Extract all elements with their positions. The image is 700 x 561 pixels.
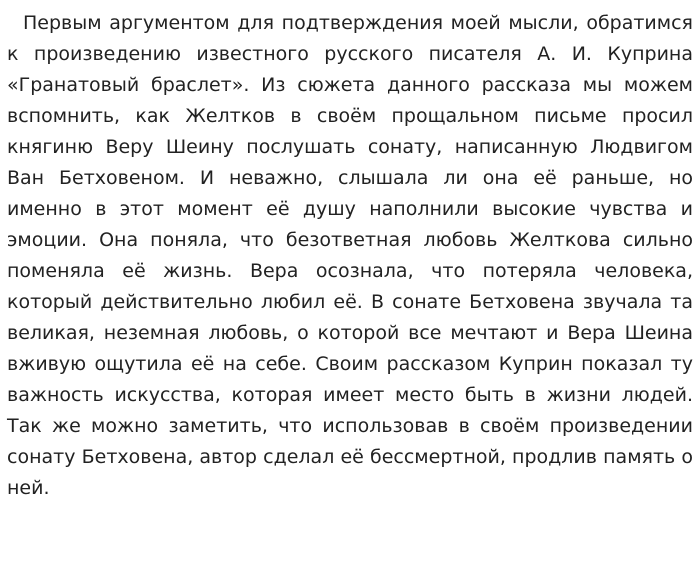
essay-paragraph: Первым аргументом для подтверждения моей мысли, обратимся к произведению известного русского писателя А. И. Куприна «Гранатовый браслет». Из сюжета данного рассказа мы можем вспомнить, как Желтков в своём прощальном письме просил княгиню Веру Шеину послушать сонату, написанную Людвигом Ван Бетховеном. И неважно, слышала ли она её раньше, но именно в этот момент её душу наполнили высокие чувства и эмоции. Она поняла, что безответная любовь Желткова сильно поменяла её жизнь. Вера осознала, что потеряла человека, который действительно любил её. В сонате Бетховена звучала та великая, неземная любовь, о которой все мечтают и Вера Шеина вживую ощутила её на себе. Своим рассказом Куприн показал ту важность искусства, которая имеет место быть в жизни людей. Так же можно заметить, что использовав в своём произведении сонату Бетховена, автор сделал её бессмертной, продлив память о ней. [7, 12, 693, 499]
document-page [7, 8, 693, 504]
